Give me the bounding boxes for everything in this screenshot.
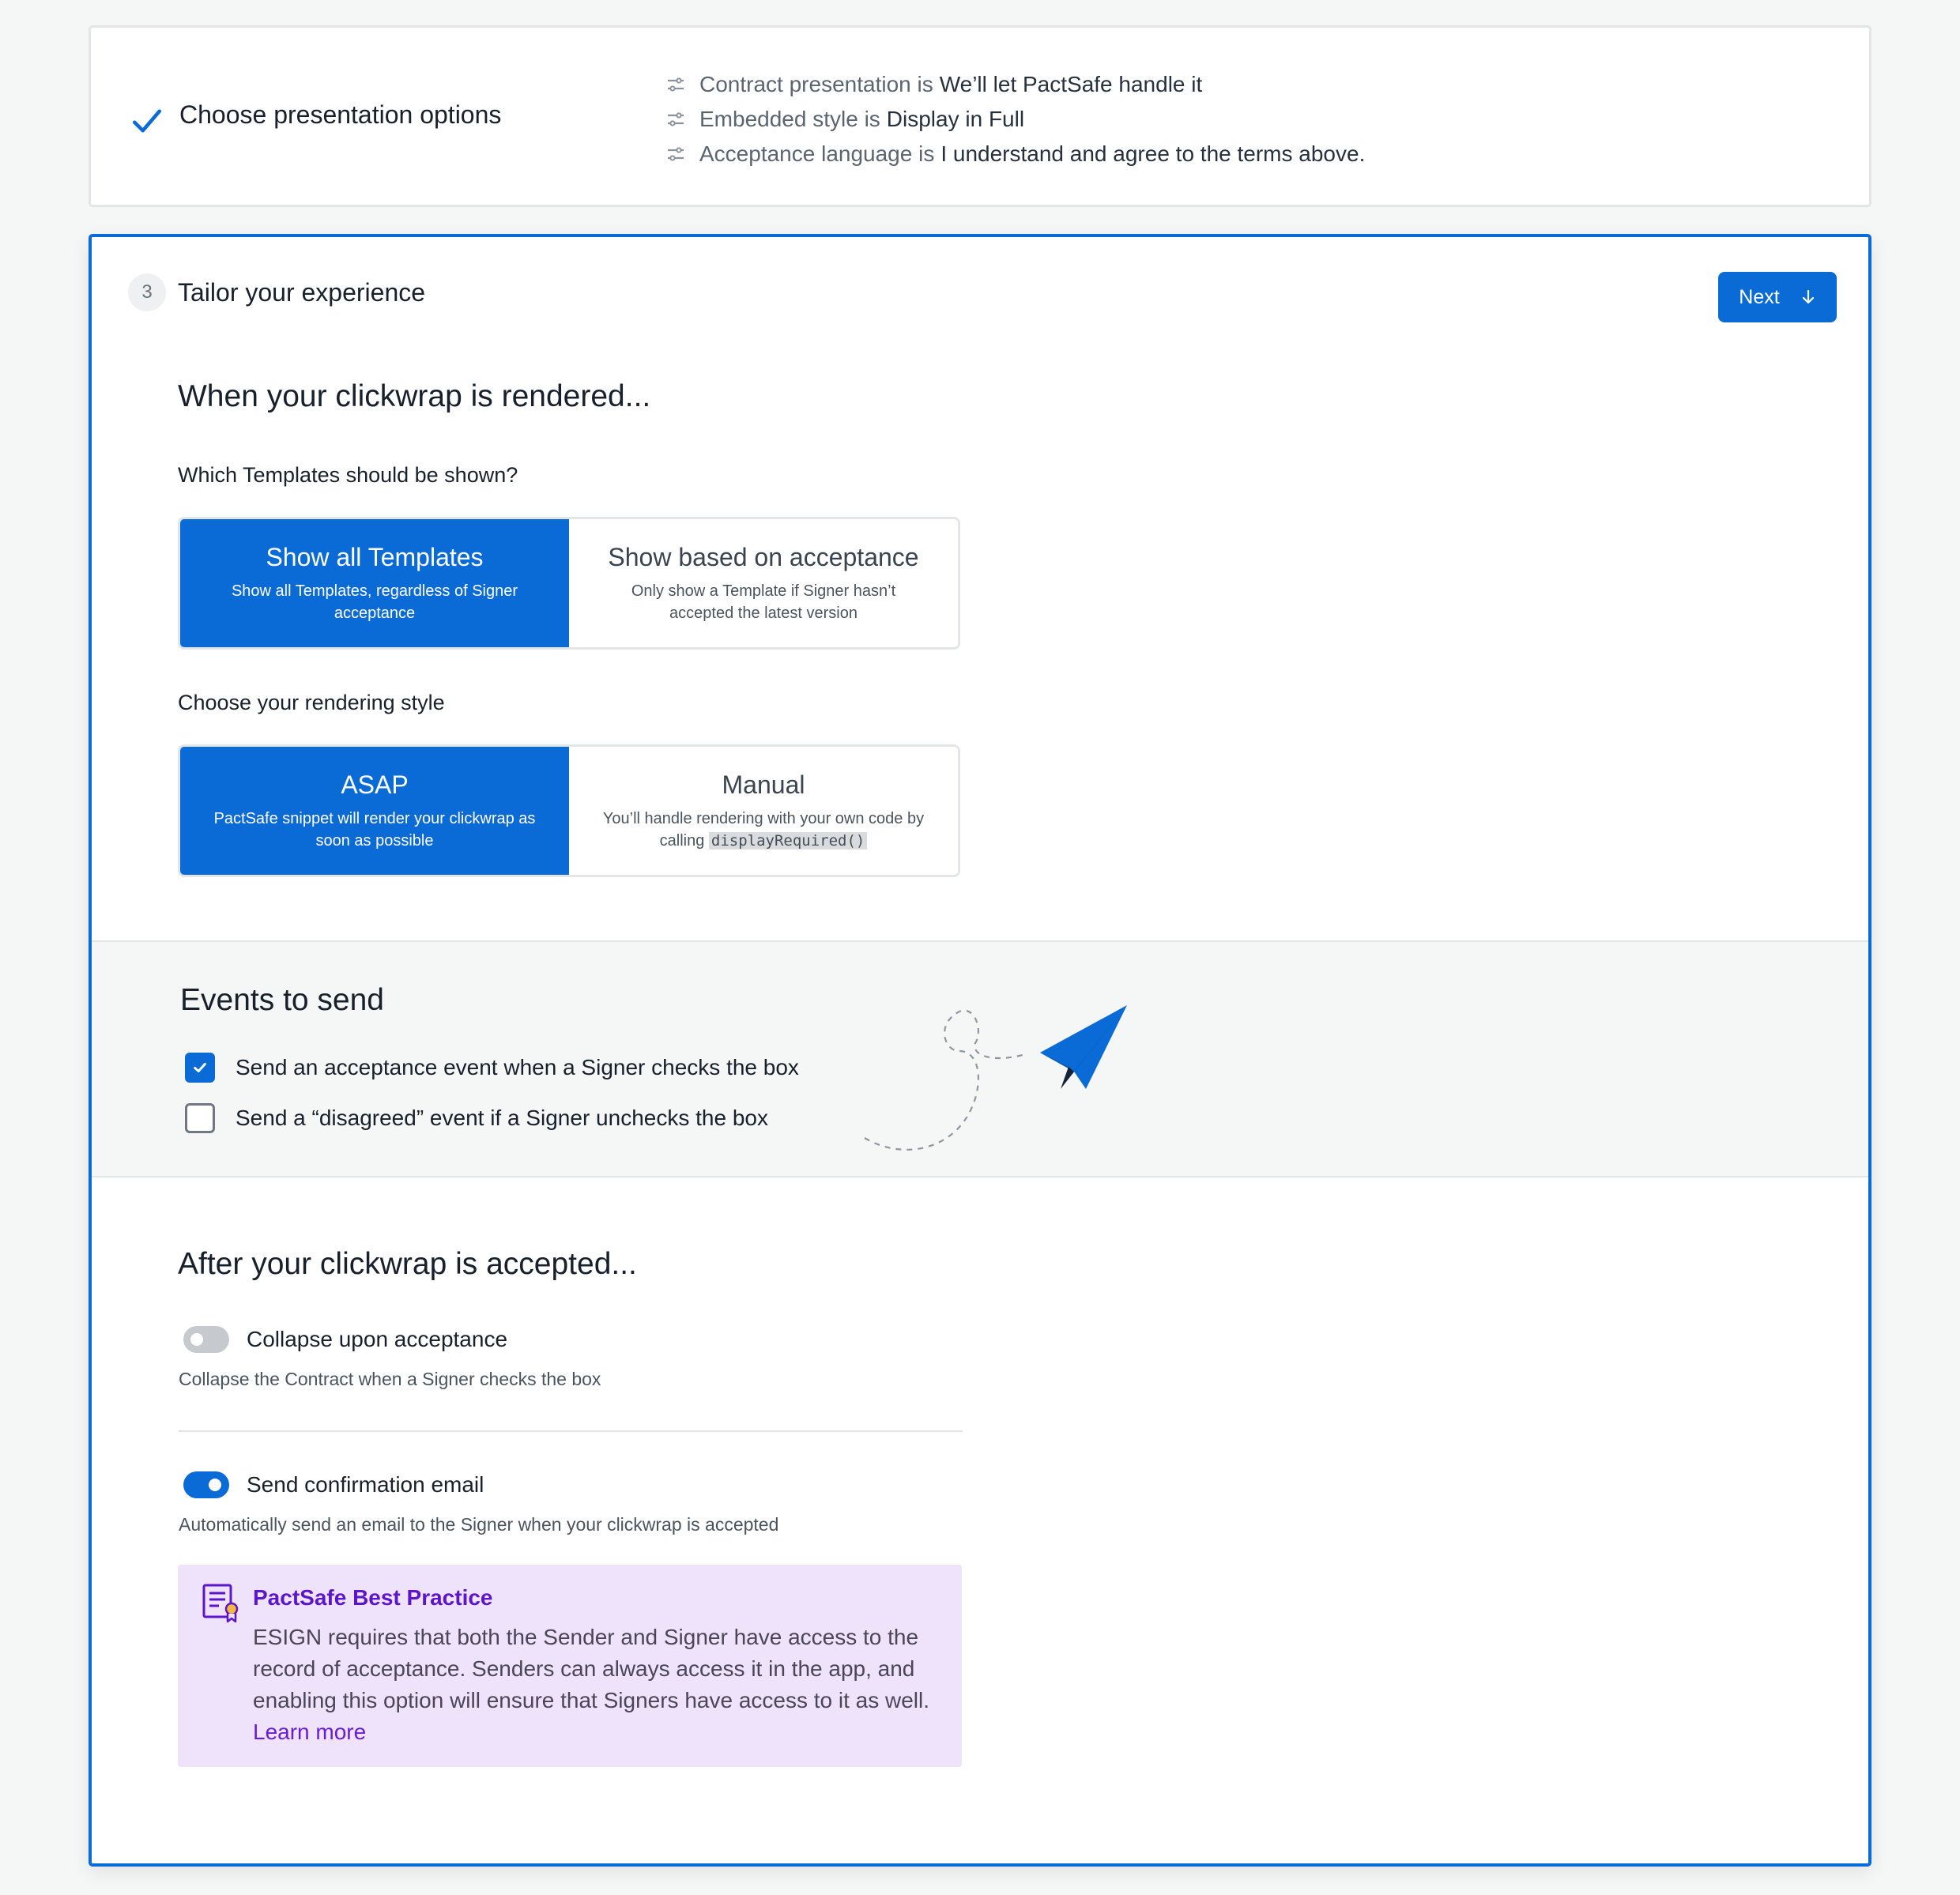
email-description: Automatically send an email to the Signer when your clickwrap is accepted: [179, 1514, 779, 1535]
completed-step-title: Choose presentation options: [179, 100, 502, 129]
summary-row: [666, 137, 1365, 171]
code-snippet: displayRequired(): [709, 832, 867, 850]
option-description: Only show a Template if Signer hasn’t accepted the latest version: [631, 582, 896, 622]
rendering-style-selector: [178, 744, 960, 877]
next-button-label: Next: [1739, 285, 1780, 308]
toggle-knob: [209, 1479, 221, 1491]
divider: [179, 1430, 963, 1432]
checkbox-label: Send a “disagreed” event if a Signer unchecks the box: [236, 1106, 768, 1130]
email-toggle-row[interactable]: [183, 1471, 484, 1498]
templates-selector: [178, 517, 960, 650]
acceptance-event-checkbox-row[interactable]: [185, 1053, 799, 1083]
option-show-all-templates[interactable]: [180, 519, 569, 647]
summary-label: Contract presentation is: [699, 72, 933, 96]
option-asap[interactable]: [180, 747, 569, 875]
best-practice-body: [253, 1622, 948, 1748]
best-practice-title: PactSafe Best Practice: [253, 1585, 493, 1610]
toggle-label: Send confirmation email: [247, 1472, 484, 1497]
confirmation-email-toggle[interactable]: [183, 1471, 229, 1498]
best-practice-text: ESIGN requires that both the Sender and Signer have access to the record of acceptance. Senders can always access it in the app, and enabling this option will ensure that Signers have access to it as well.: [253, 1625, 930, 1712]
option-show-based-on-acceptance[interactable]: [569, 519, 958, 647]
events-section: [92, 940, 1868, 1177]
summary-value: We’ll let PactSafe handle it: [939, 72, 1203, 96]
toggle-knob: [190, 1333, 203, 1346]
events-heading: Events to send: [180, 983, 384, 1017]
summary-row: [666, 67, 1365, 102]
style-question: Choose your rendering style: [178, 691, 445, 714]
checkbox-unchecked[interactable]: [185, 1103, 215, 1133]
checkbox-label: Send an acceptance event when a Signer checks the box: [236, 1055, 799, 1079]
templates-question: Which Templates should be shown?: [178, 463, 518, 487]
option-title: Show all Templates: [266, 542, 484, 571]
summary-label: Acceptance language is: [699, 141, 935, 166]
next-button[interactable]: [1718, 272, 1837, 322]
toggle-label: Collapse upon acceptance: [247, 1327, 508, 1351]
arrow-down-icon: [1800, 289, 1816, 305]
summary-value: Display in Full: [886, 107, 1025, 131]
paper-plane-illustration: [857, 996, 1141, 1154]
settings-sliders-icon: [666, 111, 685, 128]
option-description: Show all Templates, regardless of Signer acceptance: [231, 582, 518, 622]
option-title: ASAP: [341, 770, 409, 799]
collapse-description: Collapse the Contract when a Signer checks the box: [179, 1369, 601, 1389]
rendered-heading: When your clickwrap is rendered...: [178, 379, 651, 413]
step-summary: [666, 67, 1365, 171]
summary-label: Embedded style is: [699, 107, 880, 131]
option-title: Manual: [722, 770, 805, 799]
summary-value: I understand and agree to the terms above.: [940, 141, 1366, 166]
certificate-icon: [202, 1582, 243, 1623]
option-manual[interactable]: [569, 747, 958, 875]
collapse-toggle-row[interactable]: [183, 1326, 507, 1353]
checkmark-icon: [191, 1059, 209, 1076]
summary-row: [666, 102, 1365, 137]
option-title: Show based on acceptance: [608, 542, 919, 571]
settings-sliders-icon: [666, 76, 685, 93]
collapse-toggle[interactable]: [183, 1326, 229, 1353]
option-description-text: You’ll handle rendering with your own code by calling: [602, 809, 925, 850]
best-practice-callout: [178, 1565, 962, 1767]
checkbox-checked[interactable]: [185, 1053, 215, 1083]
step-title: Tailor your experience: [178, 278, 426, 307]
option-description: PactSafe snippet will render your clickwrap as soon as possible: [213, 809, 536, 850]
active-step-card: [89, 234, 1871, 1867]
learn-more-link[interactable]: Learn more: [253, 1720, 367, 1744]
option-description: [601, 808, 926, 852]
settings-sliders-icon: [666, 145, 685, 163]
disagreed-event-checkbox-row[interactable]: [185, 1103, 768, 1133]
checkmark-icon: [130, 104, 164, 138]
step-number-badge: 3: [128, 273, 166, 311]
completed-step-card[interactable]: [89, 25, 1871, 207]
accepted-heading: After your clickwrap is accepted...: [178, 1247, 637, 1281]
